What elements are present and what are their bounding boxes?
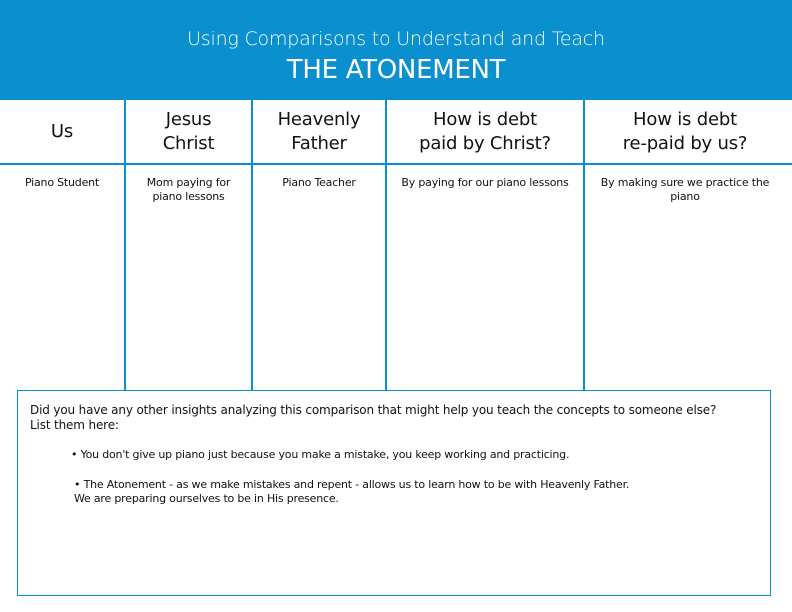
cell-text: Piano Teacher: [282, 176, 356, 189]
column-header-label: Father: [291, 133, 347, 154]
page-header: [0, 0, 792, 100]
column-header-label: Us: [50, 121, 74, 142]
insights-box: [17, 390, 771, 596]
cell-text: Mom paying for: [146, 176, 231, 189]
insights-prompt: [30, 403, 760, 433]
column-header-heavenly-father: [253, 100, 385, 164]
table-cell-debt-paid: [387, 176, 583, 190]
column-header-debt-repaid-by-us: [585, 100, 785, 164]
column-header-label: Heavenly: [277, 109, 361, 130]
table-cell-debt-repaid: [585, 176, 785, 204]
column-header-label: re-paid by us?: [622, 133, 748, 154]
column-header-us: [0, 100, 124, 164]
column-header-jesus-christ: [126, 100, 251, 164]
insight-bullet: • You don't give up piano just because you make a mistake, you keep working and practicing.: [71, 448, 570, 461]
column-header-label: Christ: [162, 133, 215, 154]
insights-prompt-line: List them here:: [30, 418, 119, 432]
column-header-label: paid by Christ?: [419, 133, 551, 154]
table-cell-jesus-christ: [126, 176, 251, 204]
page-title: THE ATONEMENT: [286, 55, 506, 85]
cell-text: By making sure we practice the piano: [600, 176, 770, 203]
column-header-label: Jesus: [165, 109, 212, 130]
cell-text: Piano Student: [24, 176, 100, 189]
table-cell-heavenly-father: [253, 176, 385, 190]
column-header-label: How is debt: [433, 109, 537, 130]
cell-text: By paying for our piano lessons: [401, 176, 569, 189]
insights-prompt-line: Did you have any other insights analyzing this comparison that might help you teach the concepts to someone else?: [30, 403, 717, 417]
page-subtitle: Using Comparisons to Understand and Teach: [187, 28, 605, 50]
insight-bullet-continuation: We are preparing ourselves to be in His presence.: [74, 492, 339, 505]
column-header-debt-paid-by-christ: [387, 100, 583, 164]
insight-bullet: • The Atonement - as we make mistakes and repent - allows us to learn how to be with Heavenly Father.: [74, 478, 630, 491]
column-header-label: How is debt: [633, 109, 737, 130]
cell-text: piano lessons: [152, 190, 225, 203]
table-cell-us: [0, 176, 124, 190]
